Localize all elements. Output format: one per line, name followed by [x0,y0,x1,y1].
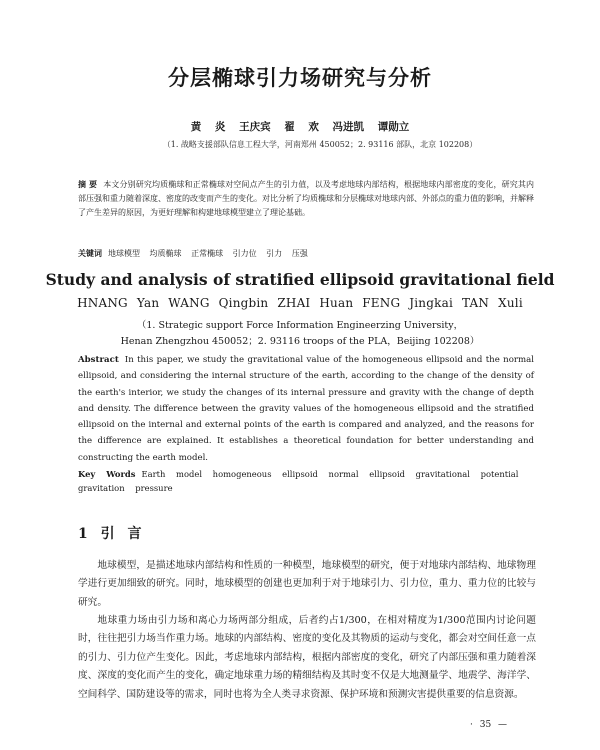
abstract-label-english: Abstract [78,355,119,365]
keywords-text-english: Earth model homogeneous ellipsoid normal ellipsoid gravitational potential gravitation pressure [78,469,519,493]
author-list-english: HNANG Yan WANG Qingbin ZHAI Huan FENG Jingkai TAN Xuli [77,296,523,310]
paper-title-english: Study and analysis of stratified ellipsoid gravitational field [45,270,555,289]
body-paragraph-1: 地球模型，是描述地球内部结构和性质的一种模型，地球模型的研究，便于对地球内部结构、地球物理学进行更加细致的研究。同时，地球模型的创建也更加利于对于地球引力、引力位，重力、重力位的比较与研究。 [78,560,536,608]
affiliation-english-line-2: Henan Zhengzhou 450052；2. 93116 troops of the PLA，Beijing 102208） [120,336,480,347]
author-list-chinese: 黄 炎 王庆宾 翟 欢 冯进凯 谭勋立 [190,121,410,133]
affiliation-english-line-1: （1. Strategic support Force Information Engineerzing University， [136,320,464,331]
abstract-label-chinese: 摘 要 [78,179,98,189]
page-number: · 35 — [470,720,508,730]
abstract-english [78,352,534,466]
keywords-chinese [78,247,534,260]
abstract-text-chinese: 本文分别研究均质椭球和正常椭球对空间点产生的引力值，以及考虑地球内部结构，根据地球内部密度的变化，研究其内部压强和重力随着深度、密度的改变而产生的变化。对比分析了均质椭球和分层椭球对地球内部、外部点的重力值的影响，并解释了产生差异的原因，为更好理解和构建地球模型建立了理论基础。 [78,180,534,217]
affiliation-english [0,318,600,350]
keywords-text-chinese: 地球模型 均质椭球 正常椭球 引力位 引力 压强 [108,249,308,258]
keywords-label-chinese: 关键词 [78,248,102,258]
body-paragraph-2: 地球重力场由引力场和离心力场两部分组成，后者约占1/300，在相对精度为1/300范围内讨论问题时，往往把引力场当作重力场。地球的内部结构、密度的变化及其物质的运动与变化，都会对空间任意一点的引力、引力位产生变化。因此，考虑地球内部结构，根据内部密度的变化，研究了内部压强和重力随着深度、深度的变化而产生的变化，确定地球重力场的精细结构及其时变不仅是大地测量学、地震学、海洋学、空间科学、国防建设等的需求，同时也将为全人类寻求资源、保护环境和预测灾害提供重要的信息资源。 [78,615,536,700]
section-heading-introduction: 1 引 言 [78,526,142,542]
paper-title-chinese: 分层椭球引力场研究与分析 [168,65,432,90]
keywords-label-english: Key Words [78,469,136,479]
affiliation-chinese: （1. 战略支援部队信息工程大学，河南郑州 450052；2. 93116 部队，北京 102208） [162,140,478,149]
abstract-text-english: In this paper, we study the gravitational value of the homogeneous ellipsoid and the normal ellipsoid, and considering the internal structure of the earth, according to the change of the density of the earth's interior, we study the changes of its internal pressure and gravity with the change of depth and density. The difference between the gravity values of the homogeneous ellipsoid and the stratified ellipsoid on the internal and external points of the earth is compared and analyzed, and the reasons for the difference are explained. It establishes a theoretical foundation for better understanding and constructing the earth model. [78,355,534,463]
keywords-english [78,467,534,495]
abstract-chinese [78,177,534,220]
